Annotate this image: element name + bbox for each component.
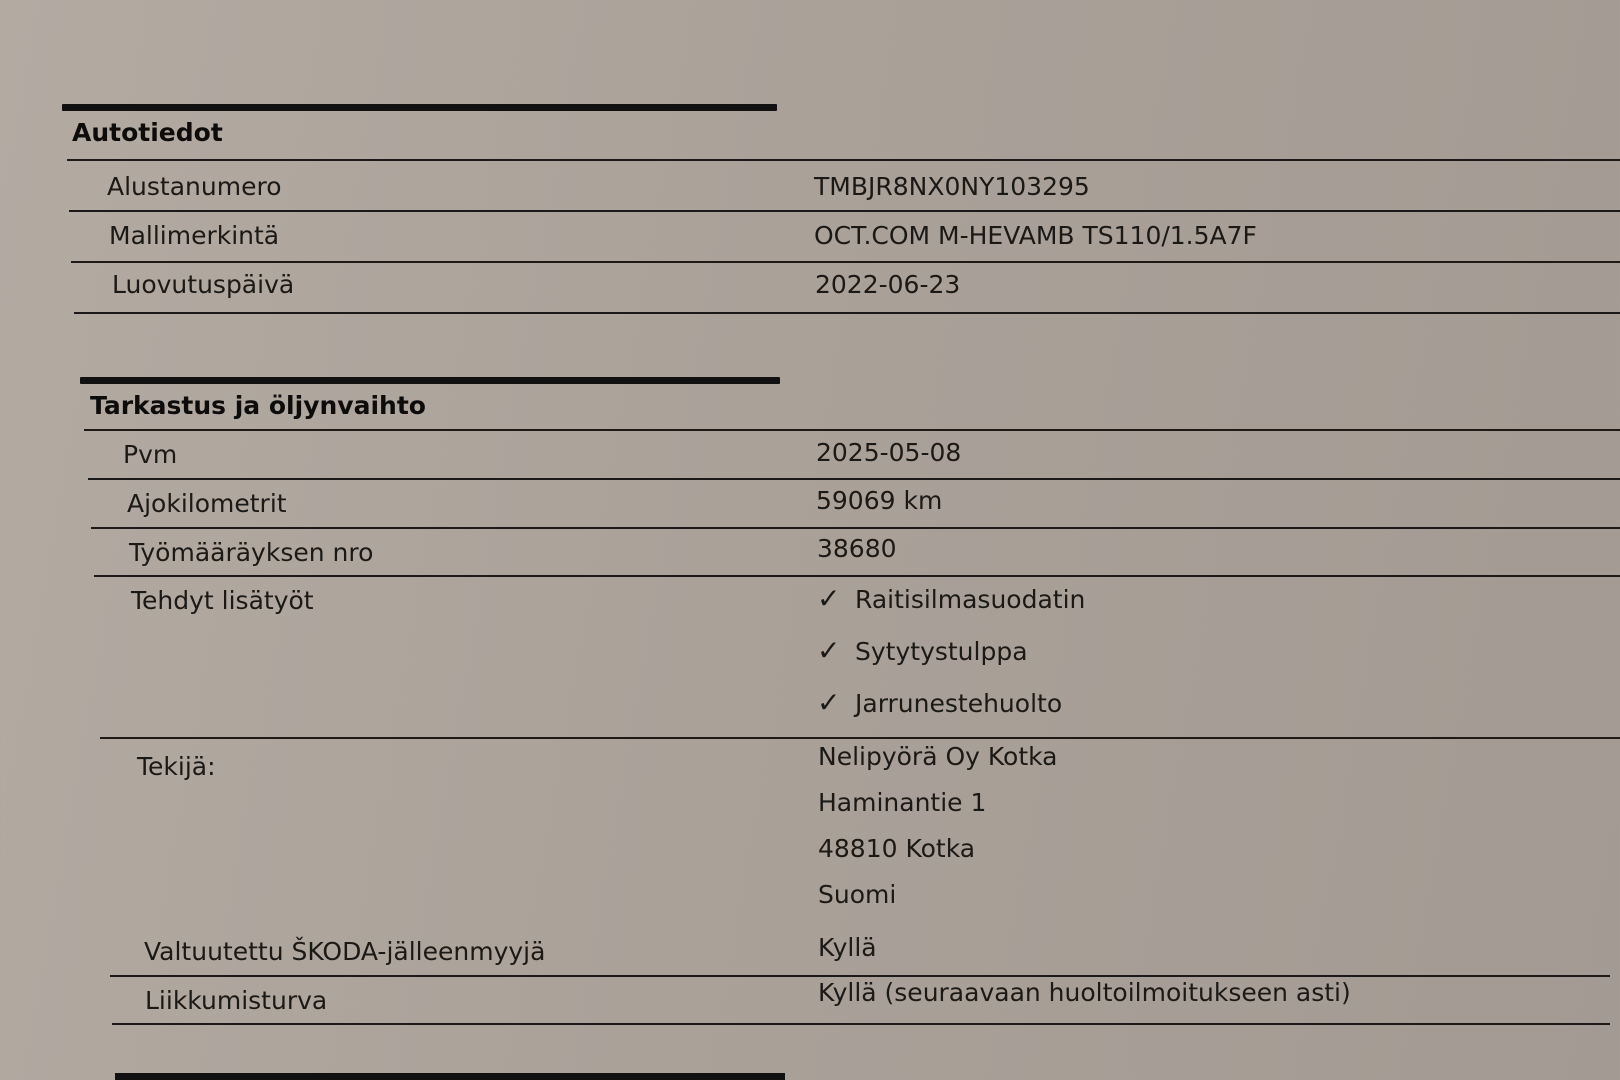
- row-value-vin: TMBJR8NX0NY103295: [814, 172, 1090, 201]
- row-value-mobility: Kyllä (seuraavaan huoltoilmoitukseen asti): [818, 978, 1351, 1007]
- table-row: [80, 576, 1620, 736]
- table-row: [62, 211, 1620, 261]
- table-row: [62, 160, 1620, 210]
- checkmark-icon: ✓: [817, 686, 841, 719]
- table-row: [80, 430, 1620, 480]
- row-value-model: OCT.COM M-HEVAMB TS110/1.5A7F: [814, 221, 1257, 250]
- table-row: [62, 262, 1620, 312]
- row-value-date: 2025-05-08: [816, 438, 962, 467]
- checkmark-icon: ✓: [817, 634, 841, 667]
- performer-name: Nelipyörä Oy Kotka: [818, 742, 1058, 771]
- table-row: [80, 479, 1620, 529]
- row-label-mileage: Ajokilometrit: [127, 489, 287, 518]
- performer-street: Haminantie 1: [818, 788, 987, 817]
- row-label-extra-work: Tehdyt lisätyöt: [131, 586, 314, 615]
- section-heading-rule: [62, 104, 777, 111]
- next-section-rule: [115, 1073, 785, 1080]
- performer-country: Suomi: [818, 880, 897, 909]
- checkmark-icon: ✓: [817, 582, 841, 615]
- extra-work-item-label: Raitisilmasuodatin: [855, 585, 1086, 614]
- row-value-authorized-dealer: Kyllä: [818, 933, 877, 962]
- extra-work-item: [817, 686, 1062, 719]
- section-heading-rule: [80, 377, 780, 384]
- table-row: [80, 976, 1620, 1026]
- table-row: [80, 528, 1620, 578]
- section-title-service: Tarkastus ja öljynvaihto: [90, 391, 426, 420]
- row-value-mileage: 59069 km: [816, 486, 943, 515]
- table-row: [80, 738, 1620, 958]
- row-divider: [74, 312, 1620, 314]
- extra-work-item-label: Jarrunestehuolto: [855, 689, 1063, 718]
- row-value-delivery-date: 2022-06-23: [815, 270, 961, 299]
- row-label-vin: Alustanumero: [107, 172, 282, 201]
- row-value-work-order: 38680: [817, 534, 897, 563]
- row-label-work-order: Työmääräyksen nro: [129, 538, 374, 567]
- extra-work-item: [817, 582, 1085, 615]
- row-label-authorized-dealer: Valtuutettu ŠKODA-jälleenmyyjä: [144, 937, 546, 966]
- table-row: [80, 927, 1620, 977]
- extra-work-item: [817, 634, 1028, 667]
- row-label-date: Pvm: [123, 440, 178, 469]
- row-label-model: Mallimerkintä: [109, 221, 280, 250]
- row-label-mobility: Liikkumisturva: [145, 986, 328, 1015]
- row-label-delivery-date: Luovutuspäivä: [112, 270, 295, 299]
- extra-work-item-label: Sytytystulppa: [855, 637, 1028, 666]
- section-title-vehicle: Autotiedot: [72, 118, 223, 147]
- row-label-performer: Tekijä:: [137, 752, 216, 781]
- performer-postal: 48810 Kotka: [818, 834, 976, 863]
- row-divider: [112, 1023, 1610, 1025]
